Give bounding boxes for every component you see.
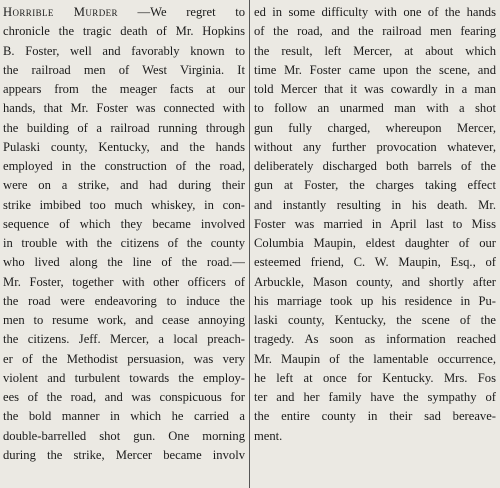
article-line: tragedy. As soon as information reached	[254, 332, 496, 347]
right-column	[254, 3, 496, 488]
article-line: in trouble with the citizens of the county	[3, 236, 245, 250]
article-line: told Mercer that it was cowardly in a man	[254, 82, 496, 96]
headline-continuation: —We regret to	[137, 5, 245, 19]
article-line: the building of a railroad running through	[3, 120, 245, 135]
article-line: men to resume work, and cease annoying	[3, 313, 245, 327]
article-line: the result, left Mercer, at about which	[254, 43, 496, 58]
article-line: Arbuckle, Mason county, and shortly after	[254, 274, 496, 289]
article-line: violent and turbulent towards the employ-	[3, 370, 245, 385]
article-line: the bold manner in which he carried a	[3, 409, 245, 424]
article-line: he left at once for Kentucky. Mrs. Fos	[254, 370, 496, 385]
article-line: appears from the meager facts at our	[3, 82, 245, 96]
article-line: sequence of which they became involved	[3, 216, 245, 231]
article-line: ment.	[254, 428, 283, 443]
article-line: to follow an unarmed man with a shot	[254, 101, 496, 116]
article-line: Mr. Foster, together with other officers of	[3, 274, 245, 289]
column-divider	[249, 0, 250, 488]
article-line: gun fully charged, whereupon Mercer,	[254, 120, 496, 135]
article-line: B. Foster, well and favorably known to	[3, 43, 245, 58]
article-line: double-barrelled shot gun. One morning	[3, 428, 245, 443]
article-line: Columbia Maupin, eldest daughter of our	[254, 236, 496, 250]
article-line: laski county, Kentucky, the scene of the	[254, 313, 496, 327]
article-line: his marriage took up his residence in Pu-	[254, 293, 496, 308]
article-line: ter and her family have the sympathy of	[254, 390, 496, 404]
article-line: the road were endeavoring to induce the	[3, 293, 245, 308]
left-column	[3, 3, 245, 488]
article-line: without any further provocation whatever,	[254, 139, 496, 154]
article-line: the citizens. Jeff. Mercer, a local preach-	[3, 332, 245, 347]
article-line: the entire county in their sad bereave-	[254, 409, 496, 424]
article-line: time Mr. Foster came upon the scene, and	[254, 62, 496, 77]
headline: Horrible Murder	[3, 5, 118, 19]
article-line: and instantly resulting in his death. Mr.	[254, 197, 496, 212]
article-line: who lived along the line of the road.—	[3, 255, 245, 270]
article-line: Mr. Maupin of the lamentable occurrence,	[254, 351, 496, 366]
article-line: er of the Methodist persuasion, was very	[3, 351, 245, 366]
article-line: gun at Foster, the charges taking effect	[254, 178, 496, 193]
article-line: were on a strike, and had during their	[3, 178, 245, 193]
article-line: strike imbibed too much whiskey, in con-	[3, 197, 245, 212]
article-line: of the road, and the railroad men fearing	[254, 24, 496, 39]
article-line: chronicle the tragic death of Mr. Hopkins	[3, 24, 245, 39]
article-line	[3, 3, 245, 22]
article-line: Foster was married in April last to Miss	[254, 216, 496, 231]
article-line: ed in some difficulty with one of the hands	[254, 5, 496, 19]
article-line: during the strike, Mercer became involv	[3, 447, 245, 462]
article-line: deliberately discharged both barrels of the	[254, 159, 496, 173]
article-line: employed in the construction of the road,	[3, 159, 245, 173]
article-line: Pulaski county, Kentucky, and the hands	[3, 139, 245, 154]
article-line: the railroad men of West Virginia. It	[3, 62, 245, 77]
article-line: esteemed friend, C. W. Maupin, Esq., of	[254, 255, 496, 270]
article-line: hands, that Mr. Foster was connected with	[3, 101, 245, 116]
article-line: ees of the road, and was conspicuous for	[3, 390, 245, 404]
